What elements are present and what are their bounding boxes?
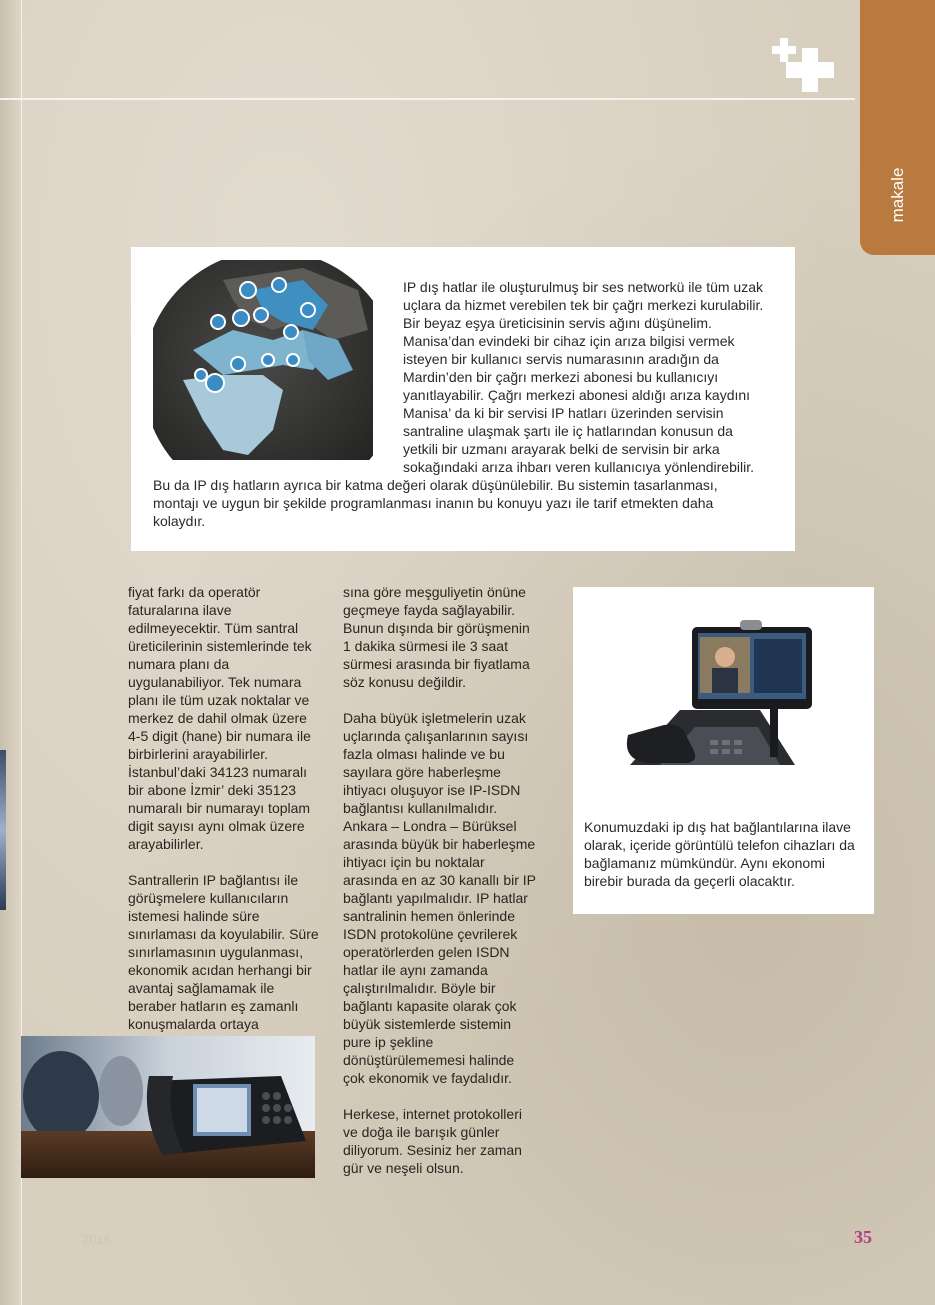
adjacent-page-photo-edge bbox=[0, 750, 6, 910]
column2-paragraph-3: Herkese, internet protokolleri ve doğa ile barışık günler diliyorum. Sesiniz her zaman gür ve neşeli olsun. bbox=[343, 1106, 522, 1176]
image-wrap-spacer bbox=[153, 278, 403, 476]
article-column-2 bbox=[343, 583, 539, 1195]
ip-phone-office-photo bbox=[21, 1036, 315, 1178]
column1-paragraph-1: fiyat farkı da operatör faturalarına ilave edilmeyecektir. Tüm santral üreticilerinin sistemlerinde tek numara planı da uygulanabiliyor. Tek numara planı ile tüm uzak noktalar ve merkez de dahil olmak üzere 4-5 digit (hane) bir numara ile birbirlerini arayabilirler. İstanbul’daki 34123 numaralı bir abone İzmir’ deki 35123 numaralı bir numarayı toplam digit sayısı aynı olmak üzere arayabilirler. bbox=[128, 584, 312, 852]
section-label: makale bbox=[887, 167, 907, 223]
article-column-1 bbox=[128, 583, 320, 1069]
page-number: 35 bbox=[854, 1227, 872, 1247]
video-phone-image bbox=[620, 615, 820, 785]
intro-paragraph bbox=[153, 278, 765, 530]
video-phone-caption: Konumuzdaki ip dış hat bağlantılarına ilave olarak, içeride görüntülü telefon cihazları da bağlamanız mümkündür. Aynı ekonomi birebir burada da geçerli olacaktır. bbox=[584, 819, 855, 889]
footer-year: 2016 bbox=[82, 1232, 111, 1247]
plus-icon bbox=[786, 48, 834, 92]
footer-magazine-name: elektrik bbox=[790, 1232, 825, 1244]
intro-text: IP dış hatlar ile oluşturulmuş bir ses networkü ile tüm uzak uçlara da hizmet verebilen tek bir çağrı merkezi kurulabilir. Bir beyaz eşya üreticisinin servis ağını düşünelim. Manisa’dan evindeki bir cihaz için arıza bilgisi vermek isteyen bir kullanıcı servis numarasının aradığın da Mardin’den bir çağrı merkezi abonesi bu kullanıcıyı yanıtlayabilir. Çağrı merkezi abonesi aldığı arıza kaydını Manisa’ da ki bir servisi IP hatları üzerinden servisin santraline ulaşmak şartı ile iç hatlarından konusun da yetkili bir uzmanı arayarak belki de servisin bir arka sokağındaki arıza ihbarı veren kullanıcıya yönlendirebilir. Bu da IP dış hatların ayrıca bir katma değeri olarak düşünülebilir. Bu sistemin tasarlanması, montajı ve uygun bir şekilde programlanması inanın bu konuyu yazı ile tarif etmekten daha kolaydır. bbox=[153, 279, 764, 529]
column1-paragraph-2: Santrallerin IP bağlantısı ile görüşmelere kullanıcıların istemesi halinde süre sınırlaması da koyulabilir. Süre sınırlamasının uygulanması, ekonomik acıdan herhangi bir avantaj sağlamamak ile beraber hatların eş zamanlı konuşmalarda ortaya bbox=[128, 872, 319, 1032]
column2-paragraph-2: Daha büyük işletmelerin uzak uçlarında çalışanlarının sayısı fazla olması halinde ve bu sayılara göre haberleşme ihtiyacı oluşuyor ise IP-ISDN bağlantısı kullanılmalıdır. Ankara – Londra – Bürüksel arasında büyük bir haberleşme ihtiyacı için bu noktalar arasında en az 30 kanallı bir IP bağlantı yapılmalıdır. IP hatlar santralinin hemen önlerinde ISDN protokolüne çevrilerek operatörlerden gelen ISDN hatlar ile aynı zamanda çalıştırılmalıdır. Böyle bir bağlantı kapasite olarak çok büyük sistemlerde sistemin pure ip şekline dönüştürülememesi halinde çok ekonomik ve faydalıdır. bbox=[343, 710, 536, 1086]
column2-paragraph-1: sına göre meşguliyetin önüne geçmeye fayda sağlayabilir. Bunun dışında bir görüşmenin 1 dakika sürmesi ile 3 saat sürmesi arasında bir fiyatlama söz konusu değildir. bbox=[343, 584, 530, 690]
header-rule bbox=[0, 98, 855, 100]
page-spine bbox=[0, 0, 22, 1305]
section-tab-label bbox=[860, 150, 935, 240]
